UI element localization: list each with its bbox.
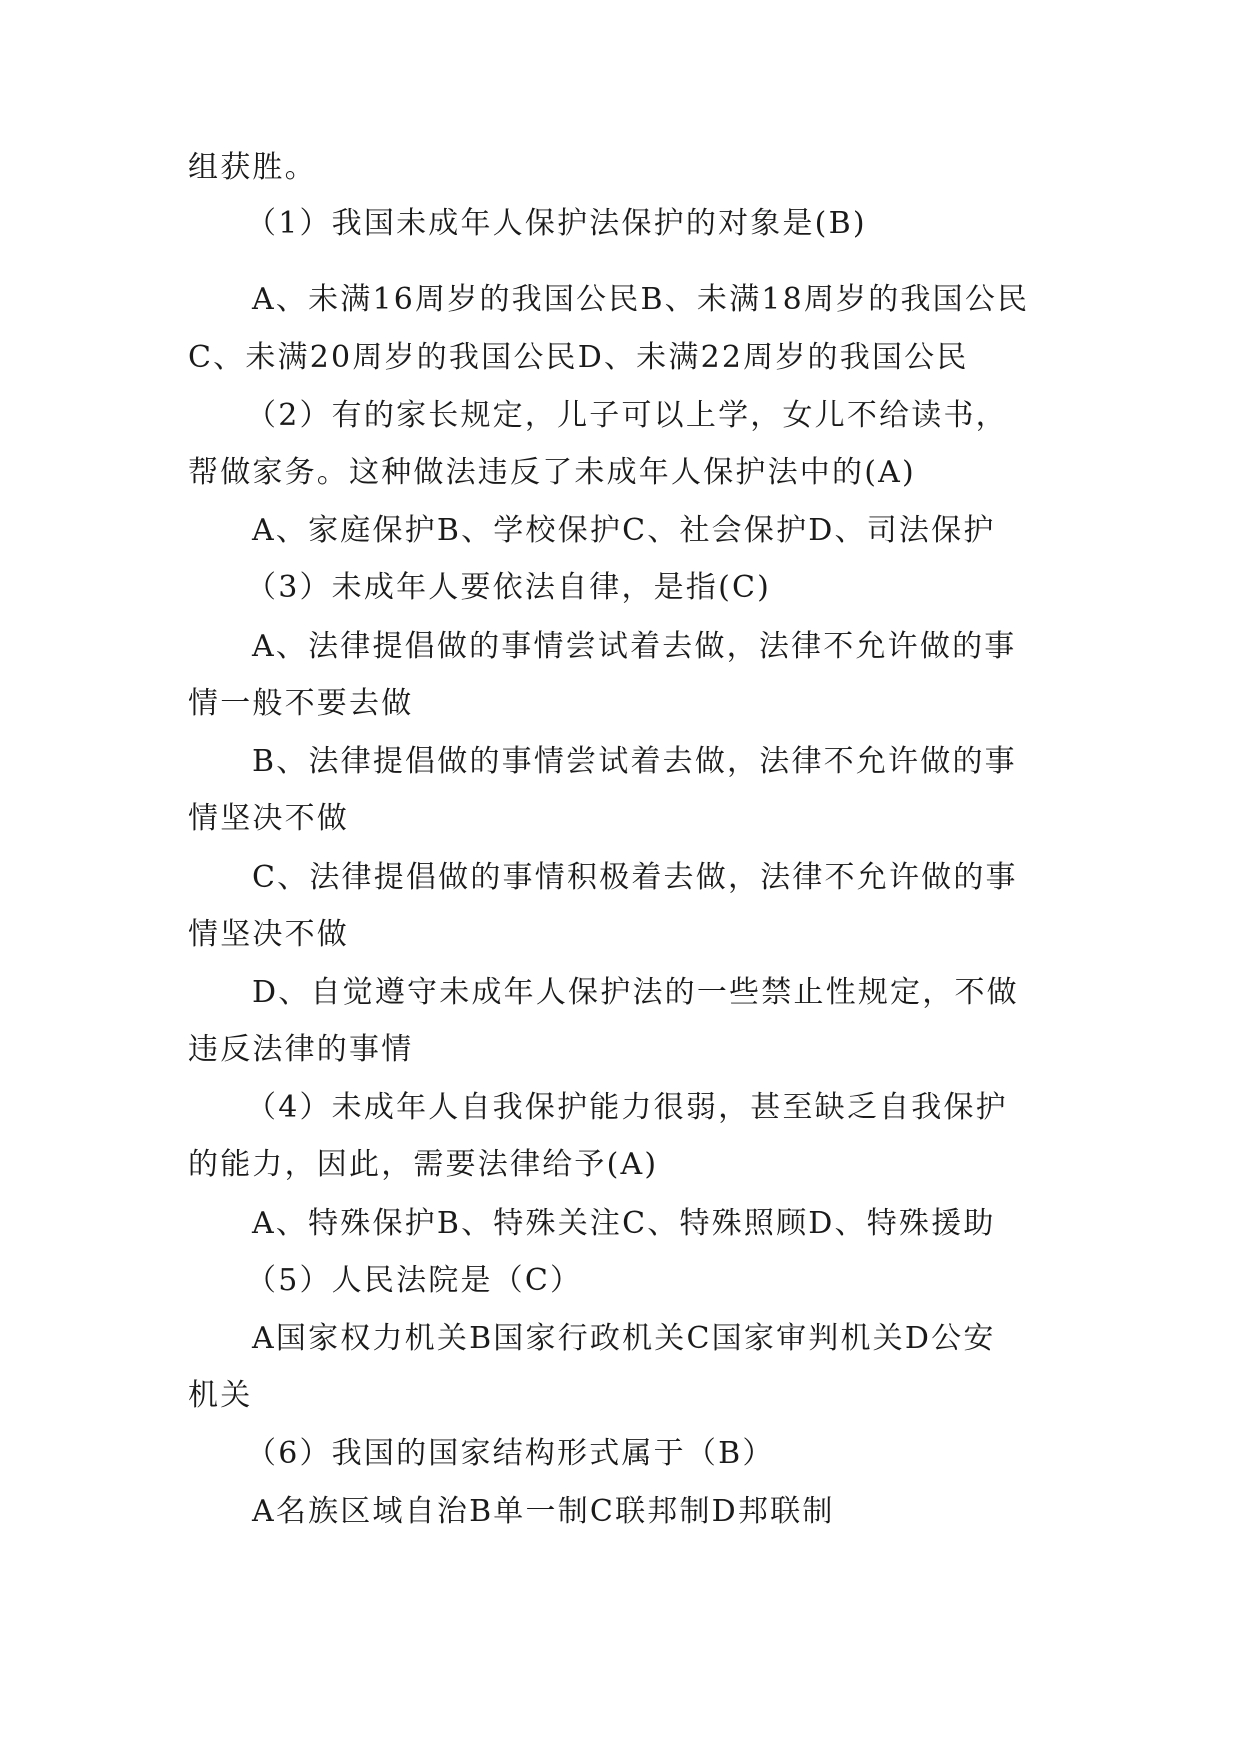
text-line: 情坚决不做 [188, 801, 349, 836]
question-3: （3）未成年人要依法自律，是指(C) [246, 570, 772, 605]
question-1: （1）我国未成年人保护法保护的对象是(B) [246, 206, 867, 241]
option-line: D、自觉遵守未成年人保护法的一些禁止性规定，不做 [252, 975, 1019, 1010]
question-6: （6）我国的国家结构形式属于（B） [246, 1436, 775, 1471]
option-line: B、法律提倡做的事情尝试着去做，法律不允许做的事 [252, 744, 1017, 779]
option-line: A、特殊保护B、特殊关注C、特殊照顾D、特殊援助 [252, 1206, 996, 1241]
question-5: （5）人民法院是（C） [246, 1263, 583, 1298]
text-line: 违反法律的事情 [188, 1032, 414, 1067]
text-line: 情一般不要去做 [188, 686, 414, 721]
option-line: A、法律提倡做的事情尝试着去做，法律不允许做的事 [252, 629, 1017, 664]
text-line: 组获胜。 [188, 150, 317, 185]
question-4: （4）未成年人自我保护能力很弱，甚至缺乏自我保护 [246, 1090, 1008, 1125]
text-line: 机关 [188, 1378, 253, 1413]
option-line: A名族区域自治B单一制C联邦制D邦联制 [252, 1494, 835, 1529]
question-2: （2）有的家长规定，儿子可以上学，女儿不给读书， [246, 398, 1008, 433]
option-line: C、未满20周岁的我国公民D、未满22周岁的我国公民 [188, 340, 969, 375]
text-line: 的能力，因此，需要法律给予(A) [188, 1147, 659, 1182]
option-line: A、家庭保护B、学校保护C、社会保护D、司法保护 [252, 513, 996, 548]
option-line: A国家权力机关B国家行政机关C国家审判机关D公安 [252, 1321, 996, 1356]
option-line: A、未满16周岁的我国公民B、未满18周岁的我国公民 [252, 282, 1030, 317]
option-line: C、法律提倡做的事情积极着去做，法律不允许做的事 [252, 860, 1018, 895]
text-line: 帮做家务。这种做法违反了未成年人保护法中的(A) [188, 455, 916, 490]
text-line: 情坚决不做 [188, 917, 349, 952]
